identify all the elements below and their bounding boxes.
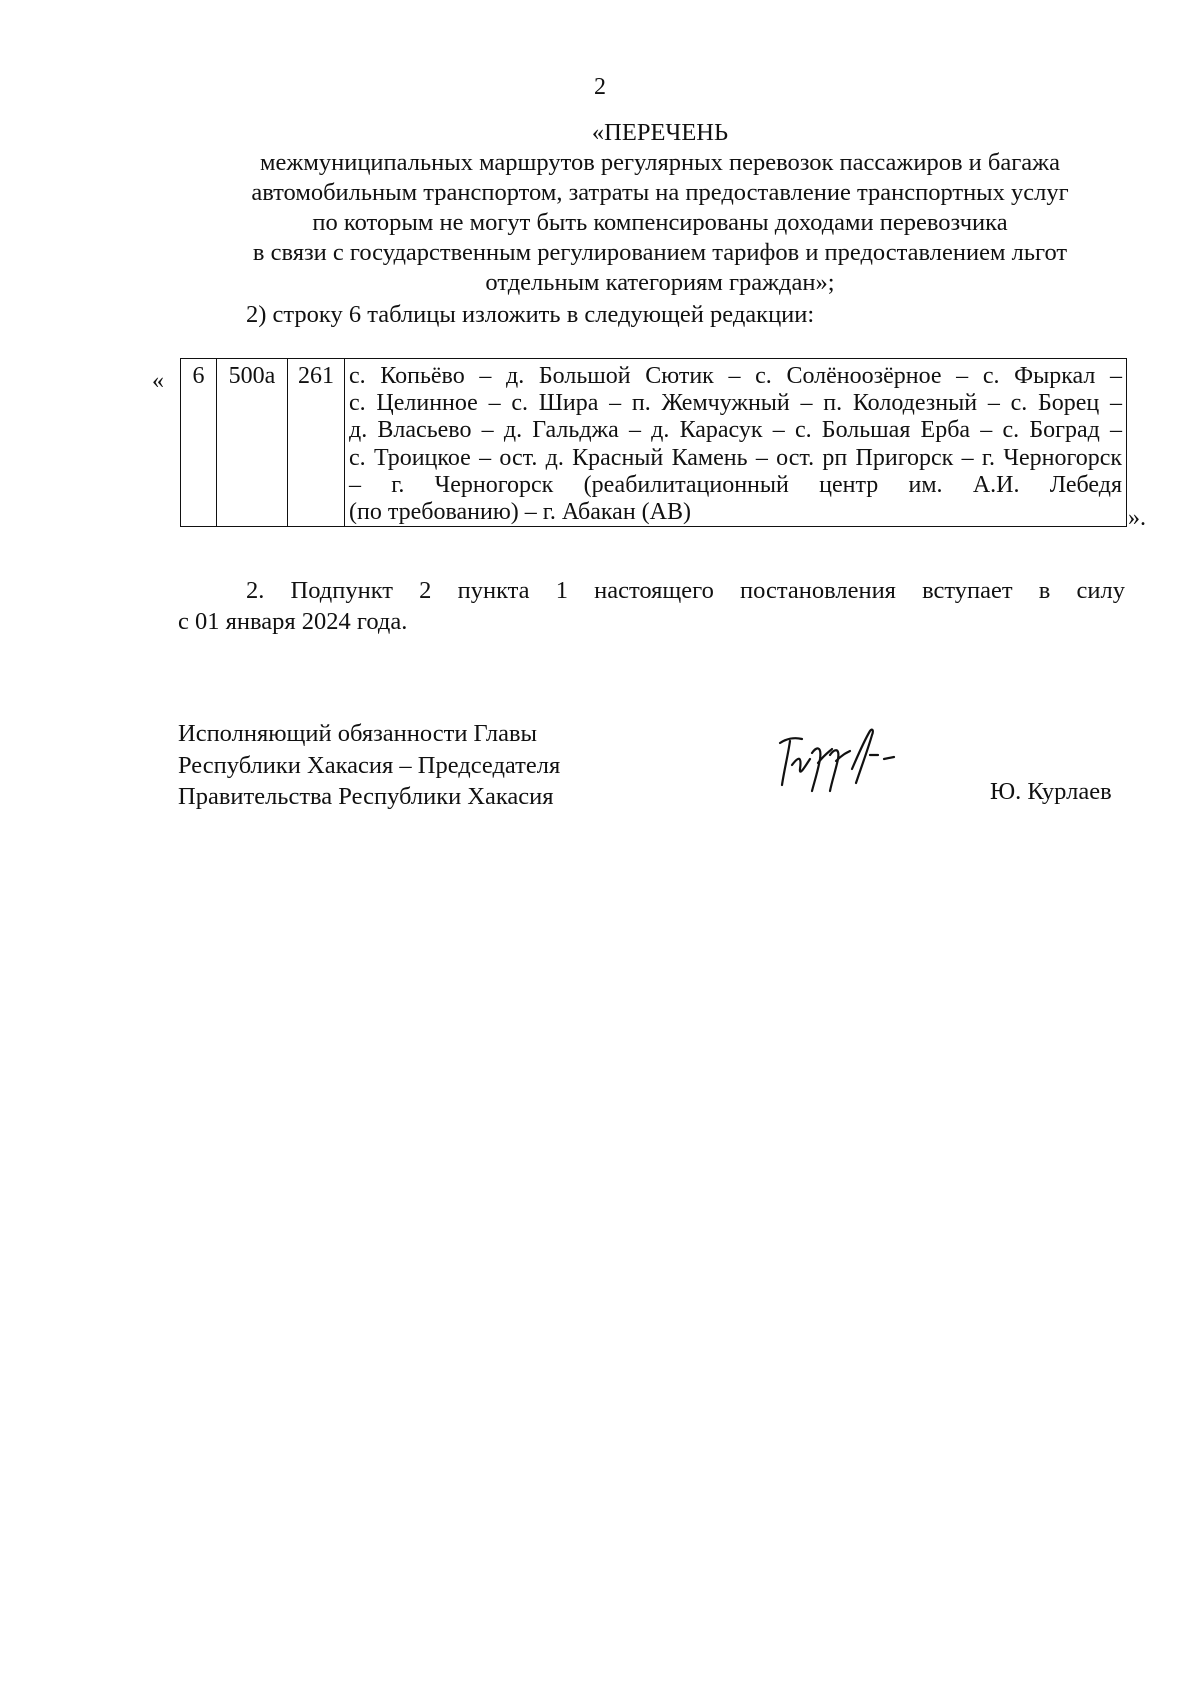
document-subtitle	[130, 148, 1190, 298]
document-title: «ПЕРЕЧЕНЬ	[591, 119, 729, 146]
paragraph-line: 2. Подпункт 2 пункта 1 настоящего постановления вступает в силу	[246, 577, 1125, 604]
position-line: Исполняющий обязанности Главы	[178, 720, 538, 747]
route-line: с. Копьёво – д. Большой Сютик – с. Солёноозёрное – с. Фыркал –	[349, 363, 1122, 389]
closing-quote: ».	[1128, 505, 1146, 531]
position-line: Правительства Республики Хакасия	[178, 783, 554, 810]
subtitle-line: в связи с государственным регулированием тарифов и предоставлением льгот	[252, 239, 1068, 266]
route-line: (по требованию) – г. Абакан (АВ)	[349, 499, 691, 526]
paragraph-line: с 01 января 2024 года.	[178, 608, 408, 635]
signatory-position	[178, 718, 560, 813]
page-number: 2	[594, 74, 606, 100]
signatory-name: Ю. Курлаев	[990, 778, 1112, 805]
route-line: с. Троицкое – ост. д. Красный Камень – ост. рп Пригорск – г. Черногорск	[349, 444, 1122, 471]
effective-date-paragraph	[178, 575, 1125, 637]
route-line: – г. Черногорск (реабилитационный центр им. А.И. Лебедя	[349, 471, 1122, 498]
route-line: с. Целинное – с. Шира – п. Жемчужный – п. Колодезный – с. Борец –	[349, 390, 1122, 417]
route-line: д. Власьево – д. Гальджа – д. Карасук – с. Большая Ерба – с. Боград –	[349, 417, 1122, 444]
subtitle-line: автомобильным транспортом, затраты на предоставление транспортных услуг	[251, 179, 1069, 206]
row-number-cell: 6	[181, 359, 217, 527]
subtitle-line: отдельным категориям граждан»;	[485, 269, 835, 296]
subtitle-line: по которым не могут быть компенсированы доходами перевозчика	[312, 209, 1008, 236]
opening-quote: «	[152, 368, 164, 394]
route-table	[180, 358, 1127, 527]
route-length-cell: 261	[288, 359, 345, 527]
route-code-cell: 500а	[217, 359, 288, 527]
position-line: Республики Хакасия – Председателя	[178, 751, 561, 779]
route-description-cell	[345, 359, 1127, 527]
subtitle-line: межмуниципальных маршрутов регулярных перевозок пассажиров и багажа	[260, 149, 1060, 176]
table-row	[181, 359, 1127, 527]
handwritten-signature	[772, 725, 912, 795]
amendment-instruction: 2) строку 6 таблицы изложить в следующей редакции:	[246, 301, 815, 328]
